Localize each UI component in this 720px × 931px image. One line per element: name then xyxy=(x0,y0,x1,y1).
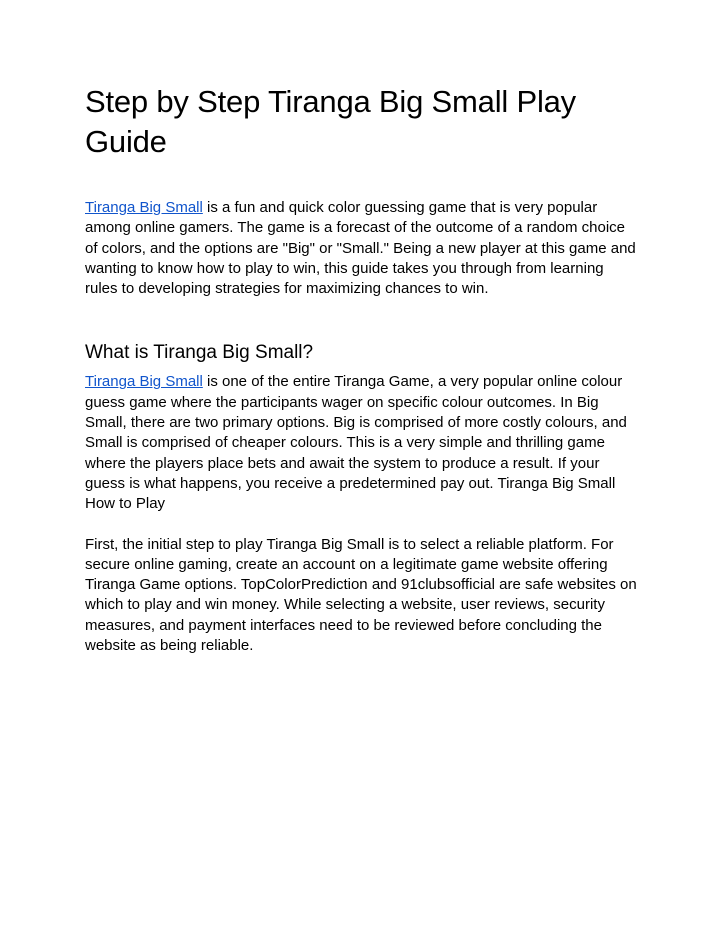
page-title: Step by Step Tiranga Big Small Play Guide xyxy=(85,84,576,159)
intro-paragraph xyxy=(85,198,640,299)
intro-text: is a fun and quick color guessing game that is very popular among online gamers. The game is a forecast of the outcome of a random choice of colors, and the options are "Big" or "Small." Being a new player at this game and wanting to know how to play to win, this guide takes you through from learning rules to developing strategies for maximizing chances to win. xyxy=(85,199,636,298)
section-heading: What is Tiranga Big Small? xyxy=(85,342,314,364)
tiranga-big-small-link-2[interactable]: Tiranga Big Small xyxy=(85,373,203,391)
tiranga-big-small-link[interactable]: Tiranga Big Small xyxy=(85,199,203,216)
section-paragraph-1 xyxy=(85,372,640,514)
section-paragraph-1-text: is one of the entire Tiranga Game, a very popular online colour guess game where the participants wager on specific colour outcomes. In Big Small, there are two primary options. Big is comprised of more costly colours, and Small is comprised of cheaper colours. This is a very simple and thrilling game where the players place bets and await the system to produce a result. If your guess is what happens, you receive a predetermined pay out. Tiranga Big Small How to Play xyxy=(85,373,627,513)
section-paragraph-2: First, the initial step to play Tiranga Big Small is to select a reliable platform. For secure online gaming, create an account on a legitimate game website offering Tiranga Game options. TopColorPrediction and 91clubsofficial are safe websites on which to play and win money. While selecting a website, user reviews, security measures, and payment interfaces need to be reviewed before concluding the website as being reliable. xyxy=(85,535,637,655)
